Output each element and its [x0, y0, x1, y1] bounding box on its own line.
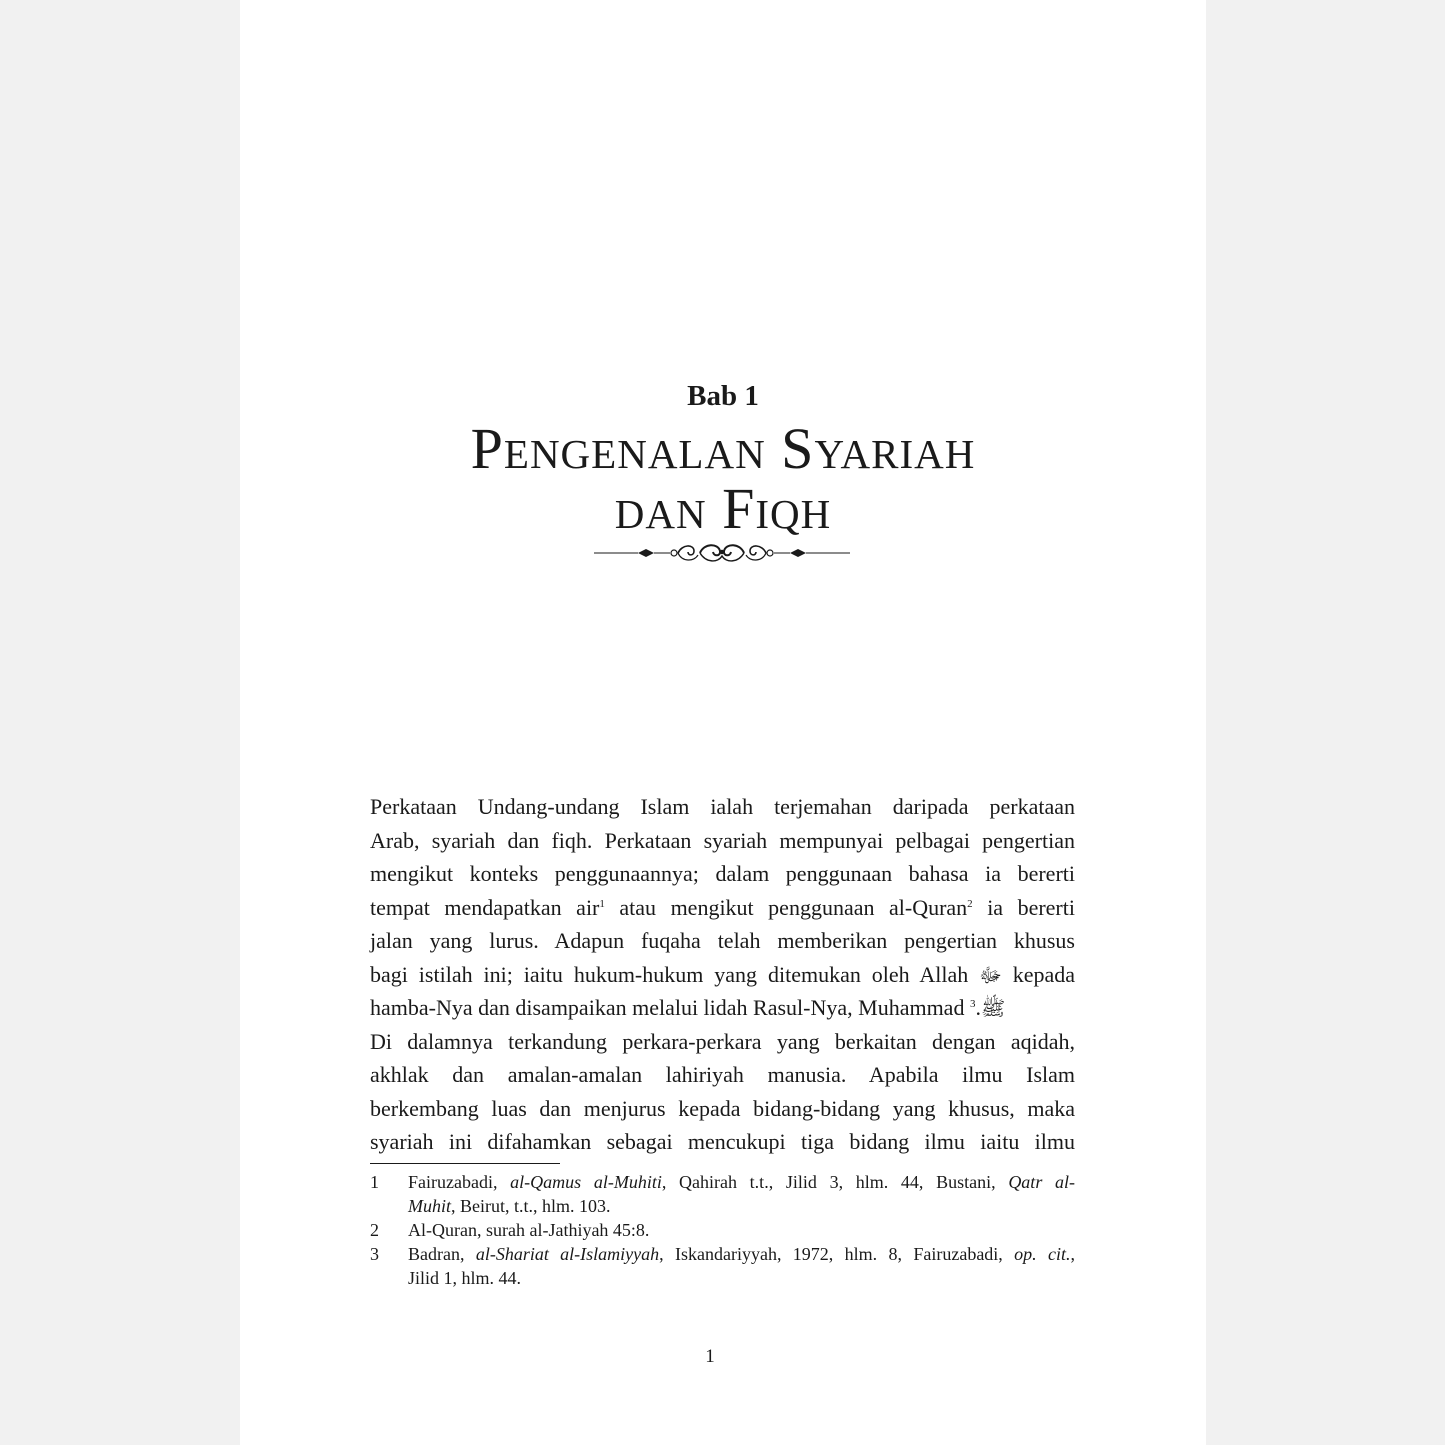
footnote-line: Jilid 1, hlm. 44.: [408, 1268, 522, 1288]
body-line: Arab, syariah dan fiqh. Perkataan syariah mempunyai pelbagai pengertian: [370, 827, 1075, 853]
footnote-item: [370, 1170, 1075, 1218]
footnote-text: [408, 1170, 1075, 1218]
body-line-with-glyph: [370, 991, 1075, 1025]
footnote-line: [408, 1194, 1075, 1218]
footnote-title: al-Qamus al-Muhiti: [510, 1172, 662, 1192]
footnote-number: 1: [370, 1172, 379, 1192]
footnote-ref-1[interactable]: 1: [599, 897, 605, 910]
body-text-fragment: ia bererti: [972, 894, 1075, 920]
footnote-number: 2: [370, 1220, 379, 1240]
footnote-fragment: , Iskandariyyah, 1972, hlm. 8, Fairuzabadi,: [659, 1244, 1015, 1264]
body-text-fragment: hamba-Nya dan disampaikan melalui lidah Rasul-Nya, Muhammad: [370, 995, 970, 1020]
ornament-divider-icon: [594, 540, 850, 566]
body-line: berkembang luas dan menjurus kepada bidang-bidang yang khusus, maka: [370, 1095, 1075, 1121]
chapter-title-line-2: dan Fiqh: [614, 476, 832, 541]
footnote-number: 3: [370, 1244, 379, 1264]
chapter-title-line-1: Pengenalan Syariah: [470, 416, 976, 481]
footnote-fragment: , Qahirah t.t., Jilid 3, hlm. 44, Bustani,: [661, 1172, 1009, 1192]
footnote-divider: [370, 1163, 560, 1164]
body-line: akhlak dan amalan-amalan lahiriyah manusia. Apabila ilmu Islam: [370, 1062, 1075, 1087]
footnote-title: op. cit.: [1014, 1244, 1071, 1264]
body-line: jalan yang lurus. Adapun fuqaha telah memberikan pengertian khusus: [370, 928, 1075, 953]
body-text-fragment: atau mengikut penggunaan al-Quran: [604, 894, 968, 920]
footnote-item: [370, 1242, 1075, 1290]
footnote-line: [408, 1170, 1075, 1194]
body-text-fragment: tempat mendapatkan air: [370, 894, 600, 920]
footnote-line: [408, 1242, 1075, 1266]
footnote-fragment: Badran,: [408, 1244, 476, 1264]
body-line-with-footnotes: [370, 891, 1075, 925]
body-line: Di dalamnya terkandung perkara-perkara yang berkaitan dengan aqidah,: [370, 1028, 1075, 1054]
footnote-ref-2[interactable]: 2: [967, 897, 973, 910]
footnote-item: [370, 1218, 1075, 1242]
body-line: mengikut konteks penggunaannya; dalam penggunaan bahasa ia bererti: [370, 861, 1075, 886]
footnote-title: al-Shariat al-Islamiyyah: [475, 1244, 660, 1264]
body-line-with-glyph: [370, 958, 1075, 992]
footnote-ref-3[interactable]: 3: [969, 998, 976, 1010]
footnote-fragment: Fairuzabadi,: [408, 1172, 511, 1192]
salawat-glyph-icon: ﷺ: [980, 996, 1006, 1020]
body-text-fragment: bagi istilah ini; iaitu hukum-hukum yang ditemukan oleh Allah: [370, 961, 980, 987]
footnote-fragment: ,: [1070, 1244, 1075, 1264]
body-line: syariah ini difahamkan sebagai mencukupi tiga bidang ilmu iaitu ilmu: [370, 1129, 1075, 1154]
body-text-fragment: kepada: [1001, 961, 1076, 987]
footnote-text: [408, 1242, 1075, 1290]
footnote-text: Al-Quran, surah al-Jathiyah 45:8.: [408, 1220, 650, 1240]
book-page: [240, 0, 1206, 1445]
footnote-title: Qatr al-: [1008, 1172, 1075, 1192]
body-text-fragment: .: [975, 995, 981, 1020]
footnote-title: Muhit: [408, 1196, 451, 1216]
body-paragraph: [370, 790, 1075, 1159]
page-number: 1: [705, 1346, 715, 1367]
chapter-title: [240, 416, 1206, 541]
body-line: Perkataan Undang-undang Islam ialah terjemahan daripada perkataan: [370, 794, 1075, 819]
footnote-fragment: , Beirut, t.t., hlm. 103.: [451, 1196, 611, 1216]
chapter-label: Bab 1: [687, 380, 759, 412]
jalla-jalaluhu-glyph-icon: ﷻ: [979, 962, 1002, 987]
footnotes: [370, 1170, 1075, 1290]
